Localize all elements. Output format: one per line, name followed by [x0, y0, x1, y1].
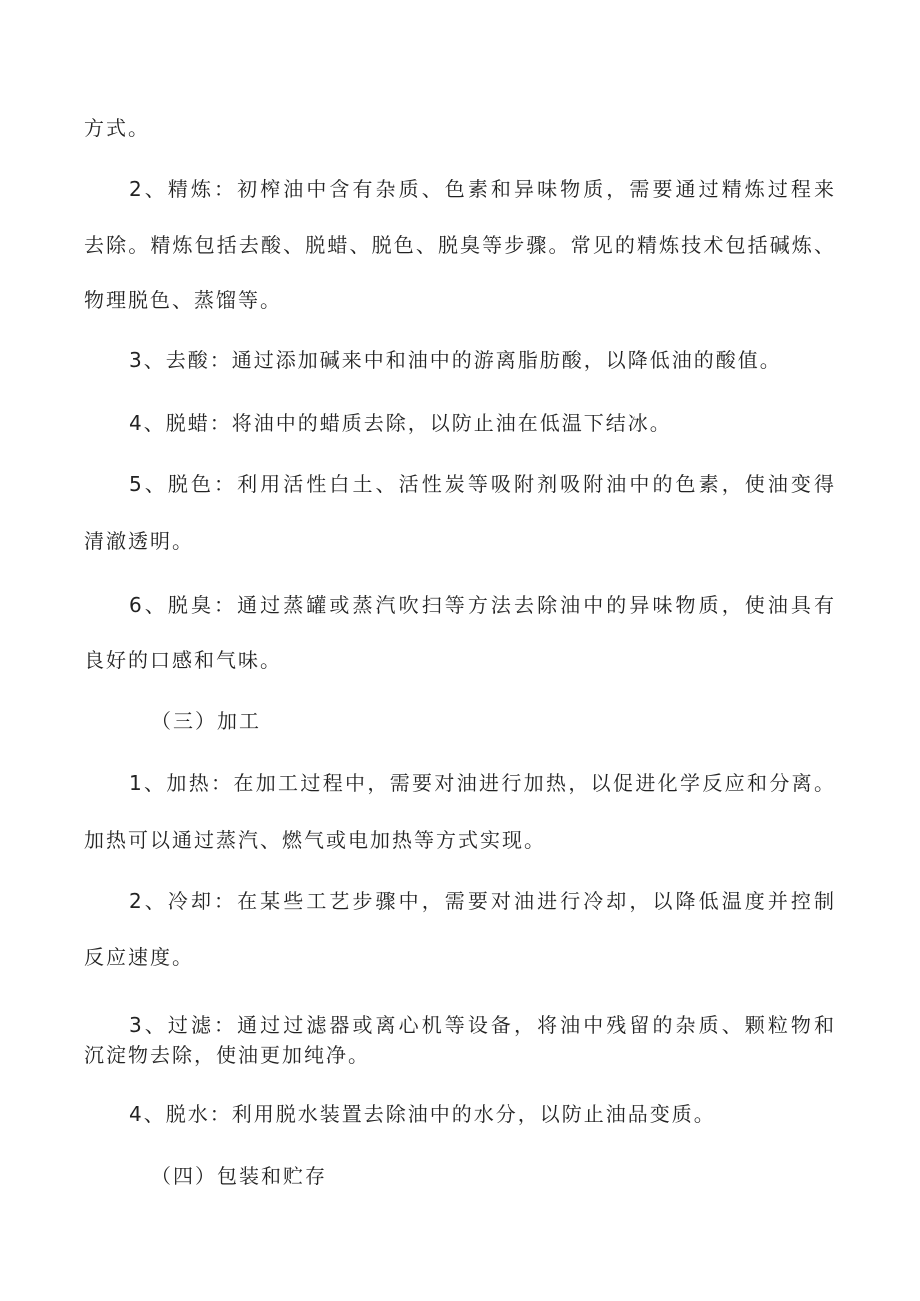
- text-line: 1、加热：在加工过程中，需要对油进行加热，以促进化学反应和分离。: [129, 771, 836, 795]
- text-line: 物理脱色、蒸馏等。: [84, 288, 282, 312]
- text-line: 去除。精炼包括去酸、脱蜡、脱色、脱臭等步骤。常见的精炼技术包括碱炼、: [84, 233, 836, 257]
- text-line: 反应速度。: [84, 945, 194, 969]
- text-line: 2、冷却：在某些工艺步骤中，需要对油进行冷却，以降低温度并控制: [129, 889, 836, 913]
- text-line: 3、去酸：通过添加碱来中和油中的游离脂肪酸，以降低油的酸值。: [129, 348, 782, 372]
- text-line: 5、脱色：利用活性白土、活性炭等吸附剂吸附油中的色素，使油变得: [129, 472, 836, 496]
- text-line: 方式。: [84, 116, 150, 140]
- text-line: 良好的口感和气味。: [84, 648, 282, 672]
- text-line: 2、精炼：初榨油中含有杂质、色素和异味物质，需要通过精炼过程来: [129, 177, 836, 201]
- text-line: 清澈透明。: [84, 529, 194, 553]
- text-line: 3、过滤：通过过滤器或离心机等设备，将油中残留的杂质、颗粒物和: [129, 1013, 836, 1037]
- section-heading: （三）加工: [151, 709, 261, 733]
- text-line: 4、脱水：利用脱水装置去除油中的水分，以防止油品变质。: [129, 1102, 716, 1126]
- section-heading: （四）包装和贮存: [151, 1164, 327, 1188]
- text-line: 4、脱蜡：将油中的蜡质去除，以防止油在低温下结冰。: [129, 411, 672, 435]
- text-line: 6、脱臭：通过蒸罐或蒸汽吹扫等方法去除油中的异味物质，使油具有: [129, 593, 836, 617]
- text-line: 加热可以通过蒸汽、燃气或电加热等方式实现。: [84, 828, 546, 852]
- text-line: 沉淀物去除，使油更加纯净。: [84, 1043, 370, 1067]
